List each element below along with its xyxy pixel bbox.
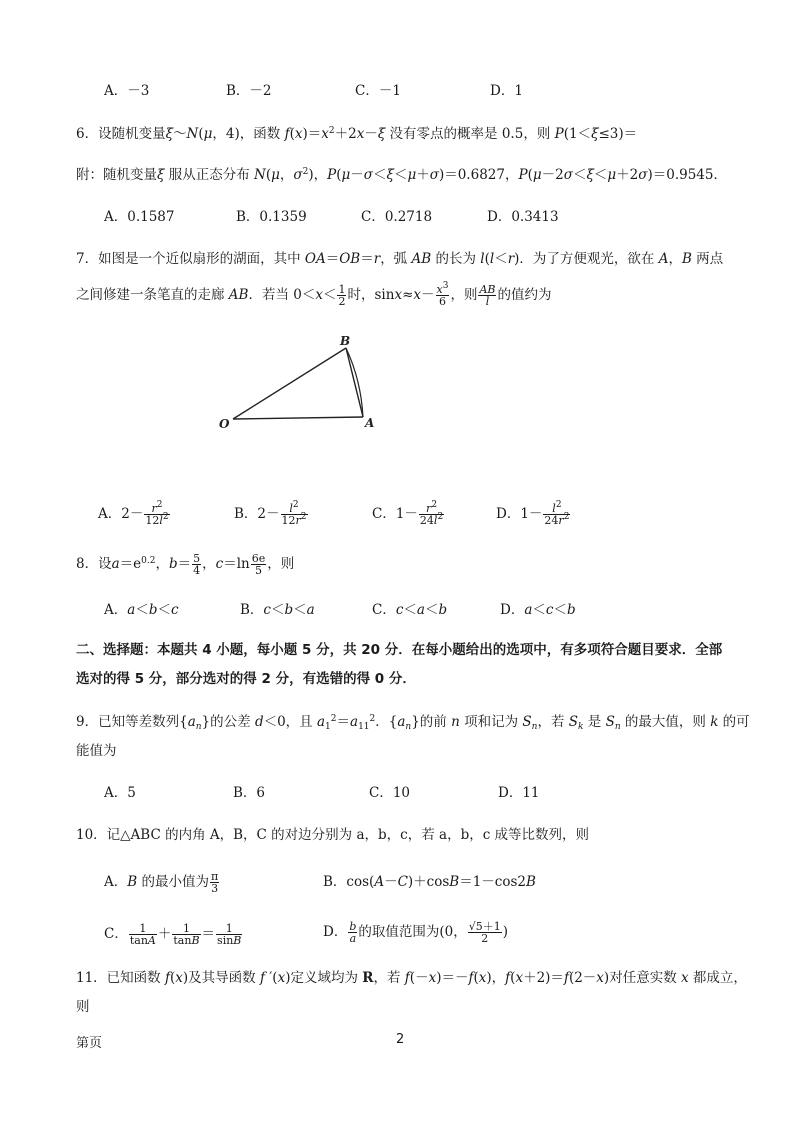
q6-stem: 6．设随机变量ξ～N(μ，4)，函数 $f(x)=x^2+2x-\xi$ 没有零点的概率是 0.5，则 P(1＜ξ≤3)＝ — [76, 126, 638, 142]
q11-stem-line1: 11．已知函数 f(x)及其导函数 f ′(x)定义域均为 R，若 f(－x)＝－f(x)，f(x＋2)＝f(2－x)对任意实数 x 都成立， — [76, 970, 747, 986]
label-o: O — [219, 417, 230, 431]
q10-option-a: A．B 的最小值为 $\frac{\pi}{3}$ — [104, 870, 219, 895]
q6-option-b: B．0.1359 — [236, 209, 307, 225]
q9-option-a: A．5 — [104, 785, 136, 801]
q6-option-a: A．0.1587 — [104, 209, 175, 225]
q5-option-b: B．－2 — [226, 83, 272, 99]
segment-oa — [233, 417, 363, 419]
q10-option-c: C． $\frac{1}{\tan A}$ ＋ $\frac{1}{\tan B}$ ＝ $\frac{1}{\sin B}$ — [104, 922, 242, 947]
q5-option-a: A．－3 — [104, 83, 150, 99]
q9-option-b: B．6 — [233, 785, 266, 801]
q8-option-d: D．a＜c＜b — [500, 602, 576, 618]
q6-option-d: D．0.3413 — [487, 209, 559, 225]
q7-sector-figure — [215, 330, 385, 435]
q5-option-c: C．－1 — [355, 83, 401, 99]
q10-option-d: D． $\frac{b}{a}$ 的取值范围为(0， $\frac{√5+1}{2}$ ) — [323, 920, 509, 945]
q7-option-b: B．2－ $\frac{l^2}{12r^2}$ — [234, 500, 307, 527]
footer-page-label: 第页 — [76, 1036, 103, 1051]
q6-option-c: C．0.2718 — [361, 209, 433, 225]
q10-stem: 10．记△ABC 的内角 A，B，C 的对边分别为 a，b，c，若 a，b，c 成等比数列，则 — [76, 827, 590, 843]
q9-stem-line1: 9．已知等差数列$\{a_n\}$的公差 d＜0，且 $a_1^2=a_{11}^2$．$\{a_n\}$的前 n 项和记为 $S_n$，若 $S_k$ 是 $S_n$ 的最大值，则 k 的可 — [76, 714, 750, 732]
q9-option-c: C．10 — [369, 785, 411, 801]
label-b: B — [340, 334, 351, 348]
q8-option-c: C．c＜a＜b — [372, 602, 448, 618]
q7-stem-line2: 之间修建一条笔直的走廊 AB．若当 0＜x＜ $\frac{1}{2}$ 时，sinx≈x－ $\frac{x^3}{6}$ ，则 $\frac{AB}{l}$ 的值约为 — [76, 281, 552, 308]
footer-page-number: 2 — [396, 1032, 405, 1047]
q11-stem-line2: 则 — [76, 999, 90, 1015]
q7-option-c: C．1－ $\frac{r^2}{24l^2}$ — [372, 500, 444, 527]
q8-option-b: B．c＜b＜a — [240, 602, 315, 618]
q7-option-d: D．1－ $\frac{l^2}{24r^2}$ — [496, 500, 570, 527]
q6-note: 附：随机变量ξ 服从正态分布 N(μ，$\sigma^2$)，P(μ－σ＜ξ＜μ＋σ)＝0.6827，P(μ－2σ＜ξ＜μ＋2σ)＝0.9545． — [76, 167, 727, 183]
segment-ob — [233, 348, 346, 419]
q5-option-d: D．1 — [490, 83, 523, 99]
q9-option-d: D．11 — [498, 785, 540, 801]
q7-option-a: A．2－ $\frac{r^2}{12l^2}$ — [98, 500, 169, 527]
chord-ab — [346, 348, 363, 417]
q8-option-a: A．a＜b＜c — [104, 602, 179, 618]
section2-instructions-line1: 二、选择题：本题共 4 小题，每小题 5 分，共 20 分．在每小题给出的选项中，有多项符合题目要求．全部 — [76, 642, 723, 658]
q7-stem-line1: 7．如图是一个近似扇形的湖面，其中 OA＝OB＝r，弧 AB 的长为 l(l＜r)．为了方便观光，欲在 A，B 两点 — [76, 251, 724, 267]
q10-option-b: B．cos(A－C)＋cosB＝1－cos2B — [323, 874, 536, 890]
label-a: A — [365, 416, 375, 430]
section2-instructions-line2: 选对的得 5 分，部分选对的得 2 分，有选错的得 0 分． — [76, 671, 416, 687]
q8-stem: 8．设$a=e^{0.2}$，b＝ $\frac{5}{4}$ ，c＝ln $\frac{6e}{5}$ ，则 — [76, 552, 295, 577]
q9-stem-line2: 能值为 — [76, 743, 117, 759]
